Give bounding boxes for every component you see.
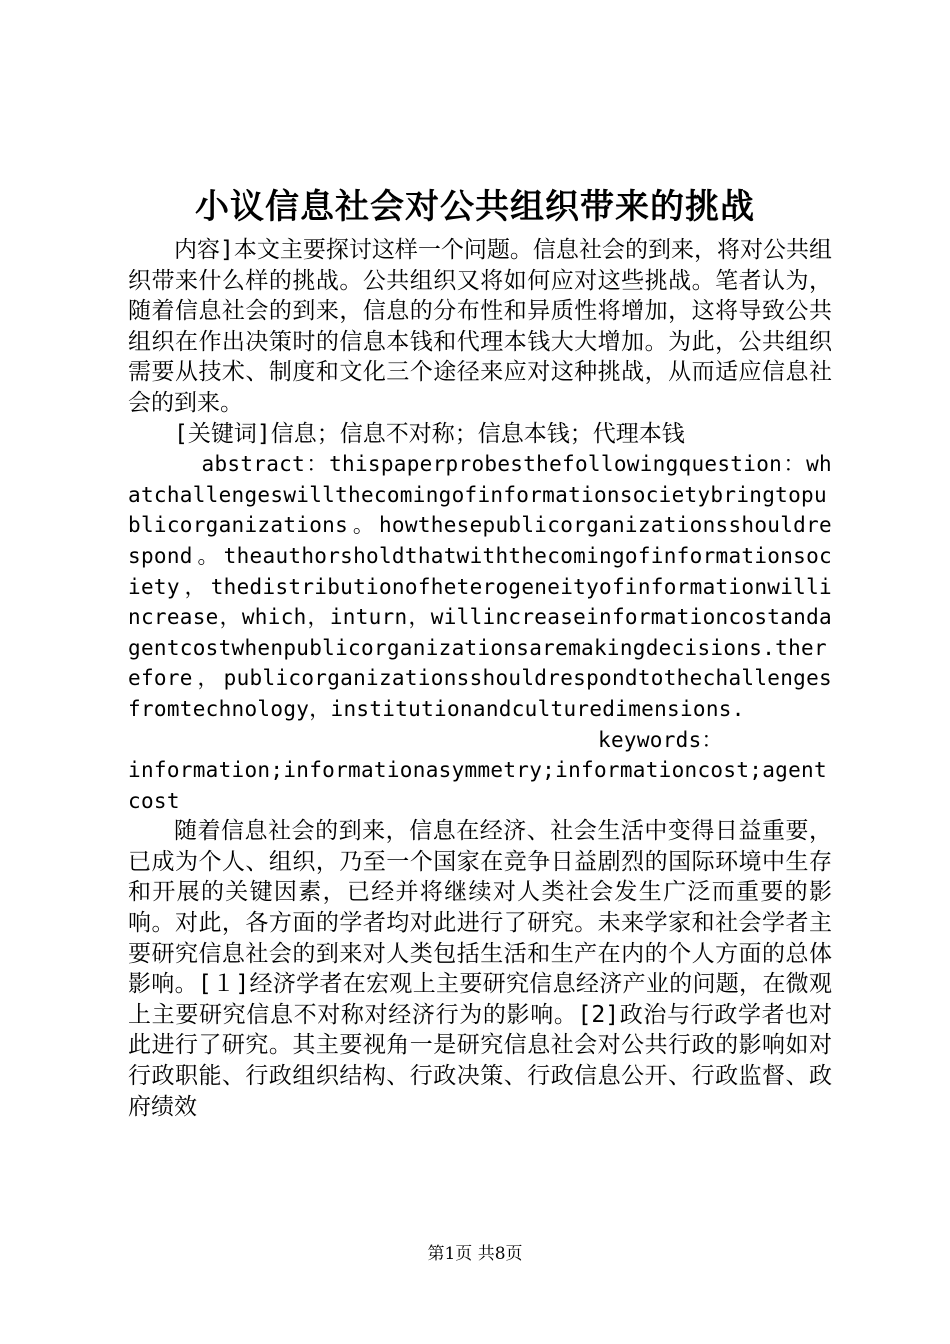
abstract-en: abstract：thispaperprobesthefollowingquestion：whatchallengeswillthecomingofinformationsocietybringtopublicorganizations。howthesepublicorganizationsshouldrespond。theauthorsholdthatwiththecomingofinformationsociety，thedistributionofheterogeneityofinformationwillincrease，which，inturn，willincreaseinformationcostandagentcostwhenpublicorganizationsaremakingdecisions.therefore，publicorganizationsshouldrespondtothechallengesfromtechnology，institutionandculturedimensions. xyxy=(128,452,832,721)
document-body xyxy=(128,235,832,1122)
document-title: 小议信息社会对公共组织带来的挑战 xyxy=(195,187,755,227)
abstract-cn: 内容]本文主要探讨这样一个问题。信息社会的到来，将对公共组织带来什么样的挑战。公共组织又将如何应对这些挑战。笔者认为，随着信息社会的到来，信息的分布性和异质性将增加，这将导致公共组织在作出决策时的信息本钱和代理本钱大大增加。为此，公共组织需要从技术、制度和文化三个途径来应对这种挑战，从而适应信息社会的到来。 xyxy=(128,237,832,416)
body-paragraph: 随着信息社会的到来，信息在经济、社会生活中变得日益重要，已成为个人、组织，乃至一个国家在竞争日益剧烈的国际环境中生存和开展的关键因素，已经并将继续对人类社会发生广泛而重要的影响。对此，各方面的学者均对此进行了研究。未来学家和社会学者主要研究信息社会的到来对人类包括生活和生产在内的个人方面的总体影响。[１]经济学者在宏观上主要研究信息经济产业的问题，在微观上主要研究信息不对称对经济行为的影响。[2]政治与行政学者也对此进行了研究。其主要视角一是研究信息社会对公共行政的影响如对行政职能、行政组织结构、行政决策、行政信息公开、行政监督、政府绩效 xyxy=(128,818,832,1120)
keywords-en: information;informationasymmetry;informationcost;agentcost xyxy=(128,758,827,813)
keywords-en-label: keywords： xyxy=(598,727,723,752)
keywords-en-block xyxy=(128,725,832,817)
page-footer: 第1页 共8页 xyxy=(427,1244,523,1264)
keywords-cn: [关键词]信息；信息不对称；信息本钱；代理本钱 xyxy=(174,420,685,447)
